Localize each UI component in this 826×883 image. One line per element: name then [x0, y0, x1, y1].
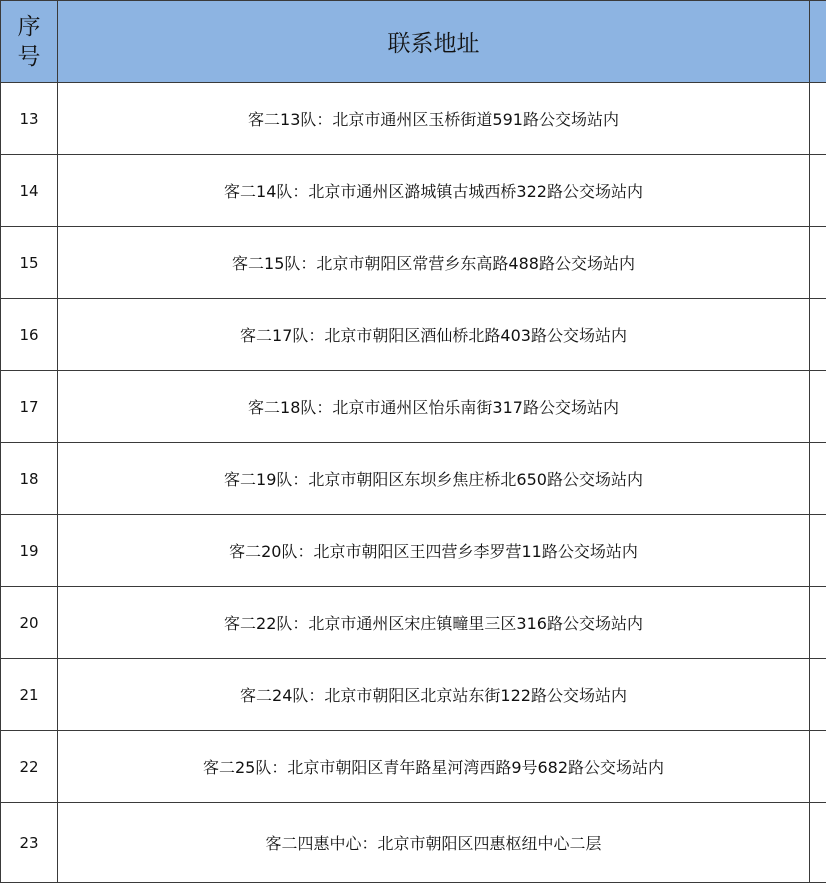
- row-address: 客二19队：北京市朝阳区东坝乡焦庄桥北650路公交场站内: [58, 443, 810, 515]
- table-row: [1, 83, 826, 155]
- index-header-char-1: 序: [18, 14, 41, 40]
- row-index: 20: [1, 587, 58, 659]
- index-header-char-2: 号: [18, 44, 41, 70]
- row-index: 13: [1, 83, 58, 155]
- row-address: 客二13队：北京市通州区玉桥街道591路公交场站内: [58, 83, 810, 155]
- row-address: 客二15队：北京市朝阳区常营乡东高路488路公交场站内: [58, 227, 810, 299]
- table-row: [1, 299, 826, 371]
- table-header-row: [1, 1, 826, 83]
- extra-cell: [810, 371, 826, 443]
- row-index: 16: [1, 299, 58, 371]
- row-address: 客二14队：北京市通州区潞城镇古城西桥322路公交场站内: [58, 155, 810, 227]
- row-index: 15: [1, 227, 58, 299]
- extra-cell: [810, 83, 826, 155]
- row-address: 客二25队：北京市朝阳区青年路星河湾西路9号682路公交场站内: [58, 731, 810, 803]
- row-address: 客二20队：北京市朝阳区王四营乡李罗营11路公交场站内: [58, 515, 810, 587]
- row-index: 17: [1, 371, 58, 443]
- row-index: 19: [1, 515, 58, 587]
- extra-cell: [810, 155, 826, 227]
- row-index: 21: [1, 659, 58, 731]
- extra-cell: [810, 587, 826, 659]
- row-index: 23: [1, 803, 58, 883]
- extra-cell: [810, 803, 826, 883]
- row-address: 客二17队：北京市朝阳区酒仙桥北路403路公交场站内: [58, 299, 810, 371]
- table-row: [1, 803, 826, 883]
- row-address: 客二四惠中心：北京市朝阳区四惠枢纽中心二层: [58, 803, 810, 883]
- row-index: 18: [1, 443, 58, 515]
- table-row: [1, 155, 826, 227]
- table-row: [1, 731, 826, 803]
- extra-cell: [810, 731, 826, 803]
- row-address: 客二22队：北京市通州区宋庄镇疃里三区316路公交场站内: [58, 587, 810, 659]
- address-column-header: 联系地址: [58, 1, 810, 83]
- table-row: [1, 443, 826, 515]
- extra-cell: [810, 659, 826, 731]
- extra-cell: [810, 443, 826, 515]
- extra-cell: [810, 515, 826, 587]
- extra-column-header: [810, 1, 826, 83]
- row-address: 客二18队：北京市通州区怡乐南街317路公交场站内: [58, 371, 810, 443]
- table-row: [1, 515, 826, 587]
- table-row: [1, 227, 826, 299]
- row-index: 22: [1, 731, 58, 803]
- table-row: [1, 587, 826, 659]
- extra-cell: [810, 227, 826, 299]
- row-address: 客二24队：北京市朝阳区北京站东街122路公交场站内: [58, 659, 810, 731]
- index-column-header: [1, 1, 58, 83]
- table-row: [1, 371, 826, 443]
- table-row: [1, 659, 826, 731]
- extra-cell: [810, 299, 826, 371]
- row-index: 14: [1, 155, 58, 227]
